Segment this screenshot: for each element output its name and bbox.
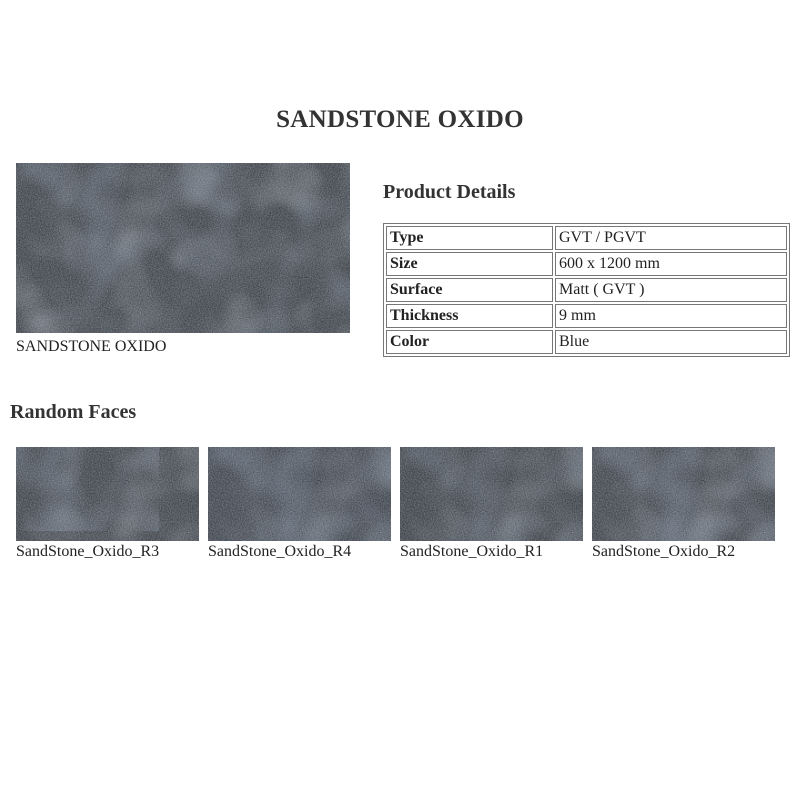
details-value: 600 x 1200 mm bbox=[555, 252, 787, 276]
random-face-image bbox=[16, 447, 199, 541]
details-key: Thickness bbox=[386, 304, 553, 328]
details-value: Blue bbox=[555, 330, 787, 354]
random-face-caption: SandStone_Oxido_R3 bbox=[16, 543, 160, 560]
details-value: 9 mm bbox=[555, 304, 787, 328]
random-face-image bbox=[208, 447, 391, 541]
random-face-image bbox=[400, 447, 583, 541]
main-image-caption: SANDSTONE OXIDO bbox=[16, 338, 167, 355]
details-key: Type bbox=[386, 226, 553, 250]
random-face-caption: SandStone_Oxido_R1 bbox=[400, 543, 544, 560]
product-details-table bbox=[383, 223, 790, 357]
random-face-caption: SandStone_Oxido_R2 bbox=[592, 543, 736, 560]
product-details-heading: Product Details bbox=[383, 181, 516, 203]
details-key: Size bbox=[386, 252, 553, 276]
main-tile-image bbox=[16, 163, 350, 333]
details-value: GVT / PGVT bbox=[555, 226, 787, 250]
details-row-thickness bbox=[386, 304, 787, 328]
random-face-image bbox=[592, 447, 775, 541]
details-key: Surface bbox=[386, 278, 553, 302]
details-row-surface bbox=[386, 278, 787, 302]
random-face-caption: SandStone_Oxido_R4 bbox=[208, 543, 352, 560]
details-row-color bbox=[386, 330, 787, 354]
details-value: Matt ( GVT ) bbox=[555, 278, 787, 302]
page-title: SANDSTONE OXIDO bbox=[276, 106, 524, 133]
details-row-type bbox=[386, 226, 787, 250]
random-faces-heading: Random Faces bbox=[10, 401, 137, 423]
details-row-size bbox=[386, 252, 787, 276]
details-key: Color bbox=[386, 330, 553, 354]
